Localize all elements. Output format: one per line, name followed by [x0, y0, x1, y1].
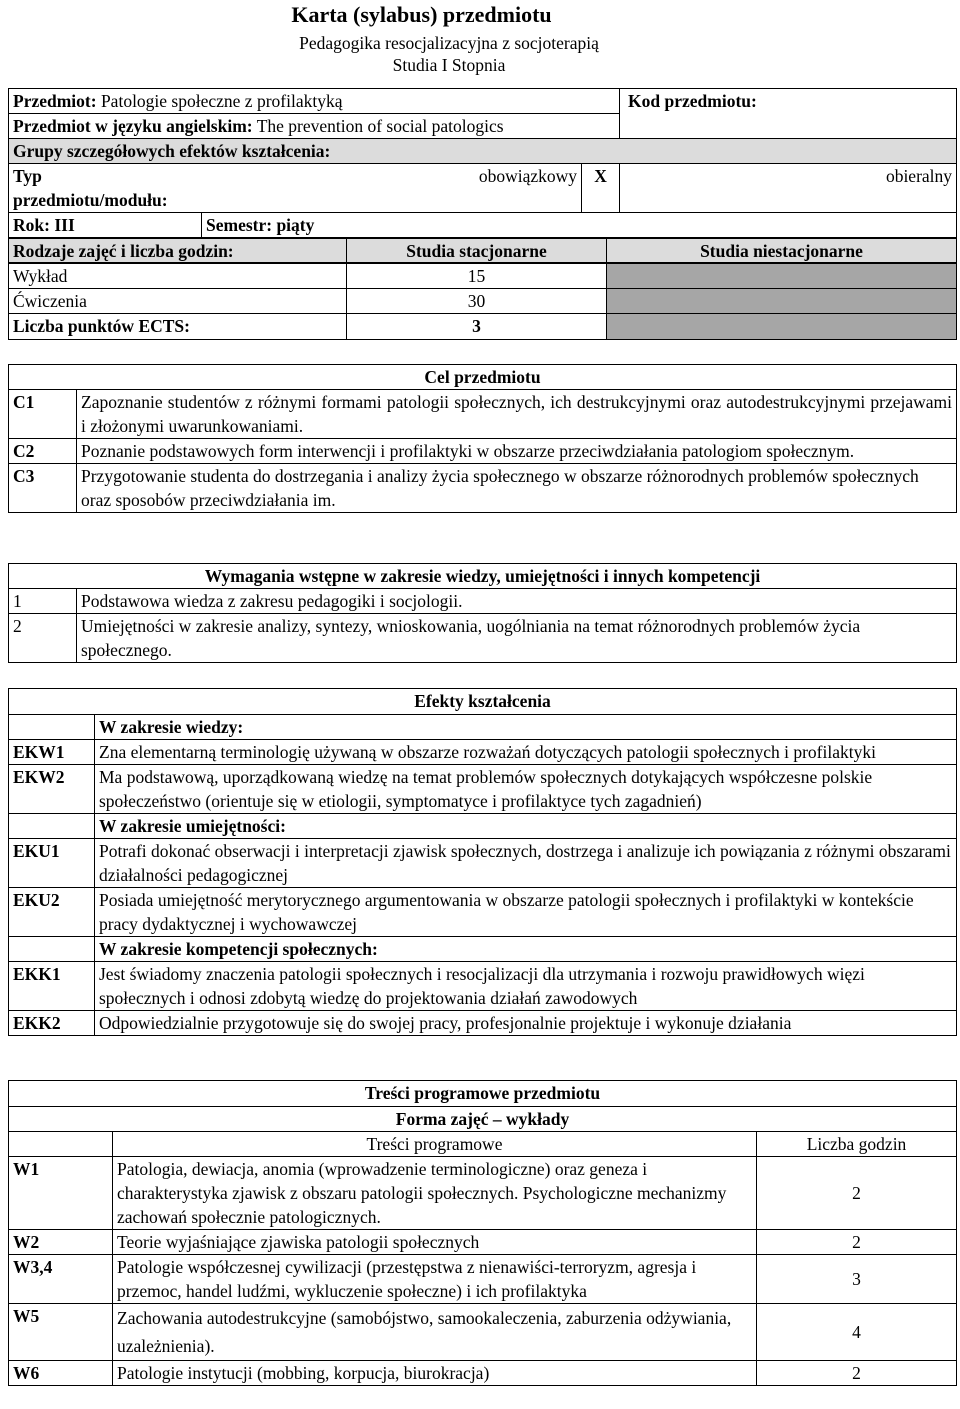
- contents-col-hours: Liczba godzin: [757, 1132, 957, 1157]
- contents-col-content: Treści programowe: [113, 1132, 757, 1157]
- year-label: Rok: III: [9, 213, 202, 238]
- goals-header: Cel przedmiotu: [9, 365, 957, 390]
- content-row: [9, 1230, 957, 1255]
- goal-code: C3: [9, 464, 77, 513]
- outcomes-spacer: [9, 715, 95, 740]
- knowledge-section-label: W zakresie wiedzy:: [95, 715, 957, 740]
- requirement-text: Podstawowa wiedza z zakresu pedagogiki i socjologii.: [77, 589, 957, 614]
- outcome-row: [9, 888, 957, 937]
- study-level: Studia I Stopnia: [392, 55, 506, 75]
- goal-text: Poznanie podstawowych form interwencji i profilaktyki w obszarze przeciwdziałania patologiom społecznym.: [77, 439, 957, 464]
- content-row: [9, 1361, 957, 1386]
- goal-text: Przygotowanie studenta do dostrzegania i analizy życia społecznego w obszarze różnorodnych problemów społecznych oraz sposobów przeciwdziałania im.: [77, 464, 957, 513]
- requirements-table: [8, 563, 957, 663]
- content-hours: 3: [757, 1255, 957, 1304]
- ects-label: Liczba punktów ECTS:: [9, 314, 347, 340]
- optional-label: obieralny: [620, 164, 957, 213]
- content-code: W3,4: [9, 1255, 113, 1304]
- hours-row-part-time: [607, 264, 957, 289]
- contents-col-blank: [9, 1132, 113, 1157]
- requirement-row: [9, 614, 957, 663]
- requirement-row: [9, 589, 957, 614]
- goals-table: [8, 364, 957, 513]
- hours-header-label: Rodzaje zajęć i liczba godzin:: [9, 239, 347, 264]
- mandatory-mark: X: [582, 164, 620, 213]
- goal-code: C2: [9, 439, 77, 464]
- goal-code: C1: [9, 390, 77, 439]
- hours-row: [9, 289, 957, 314]
- mandatory-label: obowiązkowy: [202, 164, 582, 213]
- outcome-groups-row: Grupy szczegółowych efektów kształcenia:: [9, 139, 957, 164]
- requirement-code: 2: [9, 614, 77, 663]
- outcome-code: EKW2: [9, 765, 95, 814]
- outcome-row: [9, 839, 957, 888]
- outcome-text: Jest świadomy znaczenia patologii społecznych i resocjalizacji dla utrzymania i rozwoju prawidłowych więzi społecznych i odnosi zdobytą wiedzę do projektowania działań zawodowych: [95, 962, 957, 1011]
- content-row: [9, 1255, 957, 1304]
- outcomes-table: [8, 688, 957, 1036]
- outcome-text: Odpowiedzialnie przygotowuje się do swojej pracy, profesjonalnie projektuje i wykonuje działania: [95, 1011, 957, 1036]
- page-title: Karta (sylabus) przedmiotu: [291, 2, 552, 27]
- outcomes-header: Efekty kształcenia: [9, 689, 957, 715]
- program-name: Pedagogika resocjalizacyjna z socjoterapią: [299, 33, 599, 53]
- content-hours: 2: [757, 1361, 957, 1386]
- content-text: Zachowania autodestrukcyjne (samobójstwo, samookaleczenia, zaburzenia odżywiania, uzależnienia).: [113, 1304, 757, 1361]
- content-text: Patologie współczesnej cywilizacji (przestępstwa z nienawiści-terroryzm, agresja i przemoc, handel ludźmi, wykluczenie społeczne) i ich profilaktyka: [113, 1255, 757, 1304]
- subject-row: Przedmiot: Patologie społeczne z profilaktyką: [9, 89, 620, 114]
- hours-row-part-time: [607, 289, 957, 314]
- content-text: Patologia, dewiacja, anomia (wprowadzenie terminologiczne) oraz geneza i charakterystyka zjawisk z obszaru patologii społecznych. Psychologiczne mechanizmy zachowań społecznie patologicznych.: [113, 1157, 757, 1230]
- hours-row: [9, 314, 957, 340]
- hours-row-value: 15: [347, 264, 607, 289]
- outcomes-spacer: [9, 937, 95, 962]
- content-code: W2: [9, 1230, 113, 1255]
- outcome-text: Potrafi dokonać obserwacji i interpretacji zjawisk społecznych, dostrzega i analizuje ich powiązania z różnymi obszarami działalności pedagogicznej: [95, 839, 957, 888]
- content-text: Patologie instytucji (mobbing, korpucja, biurokracja): [113, 1361, 757, 1386]
- class-form: Forma zajęć – wykłady: [9, 1107, 957, 1132]
- outcome-text: Zna elementarną terminologię używaną w obszarze rozważań dotyczących patologii społecznych i profilaktyki: [95, 740, 957, 765]
- content-code: W5: [9, 1304, 113, 1361]
- english-name-row: Przedmiot w języku angielskim: The prevention of social patologics: [9, 114, 620, 139]
- outcome-text: Ma podstawową, uporządkowaną wiedzę na temat problemów społecznych dotykających współczesne polskie społeczeństwo (orientuje się w etiologii, symptomatyce i profilaktyce tych zagadnień): [95, 765, 957, 814]
- goal-row: [9, 439, 957, 464]
- goal-text: Zapoznanie studentów z różnymi formami patologii społecznych, ich destrukcyjnymi oraz autodestrukcyjnymi przejawami i złożonymi uwarunkowaniami.: [77, 390, 957, 439]
- outcome-row: [9, 1011, 957, 1036]
- requirement-code: 1: [9, 589, 77, 614]
- goal-row: [9, 390, 957, 439]
- content-code: W1: [9, 1157, 113, 1230]
- hours-row-value: 30: [347, 289, 607, 314]
- subject-code-cell: Kod przedmiotu:: [620, 89, 957, 139]
- contents-table: [8, 1080, 957, 1386]
- content-row: [9, 1304, 957, 1361]
- outcome-text: Posiada umiejętność merytorycznego argumentowania w obszarze patologii społecznych i profilaktyki w kontekście pracy dydaktycznej i wychowawczej: [95, 888, 957, 937]
- requirements-header: Wymagania wstępne w zakresie wiedzy, umiejętności i innych kompetencji: [9, 564, 957, 589]
- outcome-code: EKW1: [9, 740, 95, 765]
- hours-row-label: Ćwiczenia: [9, 289, 347, 314]
- outcome-code: EKU2: [9, 888, 95, 937]
- content-row: [9, 1157, 957, 1230]
- contents-header: Treści programowe przedmiotu: [9, 1081, 957, 1107]
- social-section-label: W zakresie kompetencji społecznych:: [95, 937, 957, 962]
- goal-row: [9, 464, 957, 513]
- content-hours: 2: [757, 1230, 957, 1255]
- outcome-row: [9, 765, 957, 814]
- outcome-row: [9, 962, 957, 1011]
- outcome-code: EKK2: [9, 1011, 95, 1036]
- requirement-text: Umiejętności w zakresie analizy, syntezy, wnioskowania, uogólniania na temat różnorodnych problemów życia społecznego.: [77, 614, 957, 663]
- hours-table: [8, 238, 957, 340]
- content-text: Teorie wyjaśniające zjawiska patologii społecznych: [113, 1230, 757, 1255]
- part-time-header: Studia niestacjonarne: [607, 239, 957, 264]
- ects-value: 3: [347, 314, 607, 340]
- subject-value: Patologie społeczne z profilaktyką: [100, 91, 343, 111]
- content-hours: 4: [757, 1304, 957, 1361]
- outcome-code: EKU1: [9, 839, 95, 888]
- semester-label: Semestr: piąty: [202, 213, 957, 238]
- subject-info-table: [8, 88, 957, 263]
- content-code: W6: [9, 1361, 113, 1386]
- content-hours: 2: [757, 1157, 957, 1230]
- full-time-header: Studia stacjonarne: [347, 239, 607, 264]
- module-type-label: Typ przedmiotu/modułu:: [9, 164, 202, 213]
- english-name-value: The prevention of social patologics: [256, 116, 504, 136]
- ects-part-time: [607, 314, 957, 340]
- hours-row-label: Wykład: [9, 264, 347, 289]
- hours-row: [9, 264, 957, 289]
- outcome-row: [9, 740, 957, 765]
- skills-section-label: W zakresie umiejętności:: [95, 814, 957, 839]
- outcomes-spacer: [9, 814, 95, 839]
- outcome-code: EKK1: [9, 962, 95, 1011]
